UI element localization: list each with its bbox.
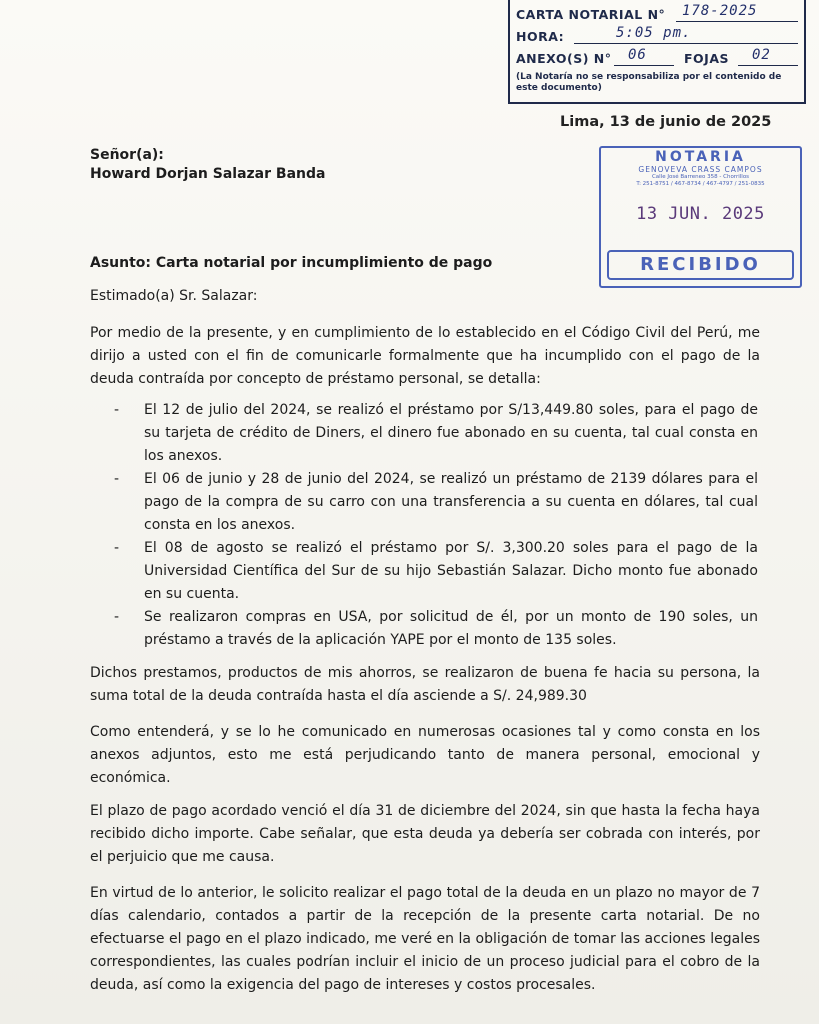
paragraph-total: Dichos prestamos, productos de mis ahorros, se realizaron de buena fe hacia su persona, la suma total de la deuda contraída hasta el día asciende a S/. 24,989.30 bbox=[90, 665, 760, 704]
list-item-text: Se realizaron compras en USA, por solicitud de él, por un monto de 190 soles, un préstamo a través de la aplicación YAPE por el monto de 135 soles. bbox=[144, 609, 758, 648]
bullet-dash: - bbox=[114, 540, 120, 556]
fojas-value: 02 bbox=[752, 47, 771, 63]
paragraph-demand: En virtud de lo anterior, le solicito realizar el pago total de la deuda en un plazo no mayor de 7 días calendario, contados a partir de la recepción de la presente carta notarial. De no efectuarse el pago en el plazo indicado, me veré en la obligación de tomar las acciones legales correspondientes, las cuales podrían incluir el inicio de un proceso judicial para el cobro de la deuda, así como la exigencia del pago de intereses y costos procesales. bbox=[90, 885, 760, 993]
list-item bbox=[114, 468, 758, 537]
salutation-label: Señor(a): bbox=[90, 147, 164, 163]
list-item bbox=[114, 537, 758, 606]
bullet-dash: - bbox=[114, 402, 120, 418]
anexos-value: 06 bbox=[628, 47, 647, 63]
bullet-dash: - bbox=[114, 609, 120, 625]
carta-number: 178-2025 bbox=[682, 3, 758, 19]
bullet-dash: - bbox=[114, 471, 120, 487]
carta-row bbox=[516, 4, 796, 26]
list-item-text: El 12 de julio del 2024, se realizó el préstamo por S/13,449.80 soles, para el pago de su tarjeta de crédito de Diners, el dinero fue abonado en su cuenta, tal cual consta en los anexos. bbox=[144, 402, 758, 464]
list-item-text: El 08 de agosto se realizó el préstamo por S/. 3,300.20 soles para el pago de la Universidad Científica del Sur de su hijo Sebastián Salazar. Dicho monto fue abonado en su cuenta. bbox=[144, 540, 758, 602]
letter-date: Lima, 13 de junio de 2025 bbox=[560, 114, 772, 130]
stamp-phones: T: 251-8751 / 467-8734 / 467-4797 / 251-0835 bbox=[636, 181, 765, 187]
anexos-label: ANEXO(S) N° bbox=[516, 51, 612, 66]
letter-greeting: Estimado(a) Sr. Salazar: bbox=[90, 288, 258, 304]
notary-header-box bbox=[508, 0, 806, 104]
anexos-row bbox=[516, 48, 796, 70]
recipient-name: Howard Dorjan Salazar Banda bbox=[90, 166, 326, 182]
fojas-label: FOJAS bbox=[684, 51, 729, 66]
list-item bbox=[114, 399, 758, 468]
stamp-date: 13 JUN. 2025 bbox=[636, 204, 765, 224]
hora-row bbox=[516, 26, 796, 48]
letter-subject: Asunto: Carta notarial por incumplimiento de pago bbox=[90, 255, 493, 271]
paragraph-deadline: El plazo de pago acordado venció el día 31 de diciembre del 2024, sin que hasta la fecha haya recibido dicho importe. Cabe señalar, que esta deuda ya debería ser cobrada con interés, por el perjuicio que me causa. bbox=[90, 803, 760, 865]
stamp-title: NOTARIA bbox=[655, 149, 746, 165]
hora-label: HORA: bbox=[516, 29, 565, 44]
list-item bbox=[114, 606, 758, 652]
stamp-address: Calle José Barreneo 358 - Chorrillos bbox=[651, 174, 750, 180]
stamp-notary-name: GENOVEVA CRASS CAMPOS bbox=[638, 165, 763, 174]
carta-label: CARTA NOTARIAL N° bbox=[516, 7, 666, 22]
list-item-text: El 06 de junio y 28 de junio del 2024, se realizó un préstamo de 2139 dólares para el pago de la compra de su carro con una transferencia a su cuenta en dólares, tal cual consta en los anexos. bbox=[144, 471, 758, 533]
notary-received-stamp bbox=[599, 146, 802, 288]
hora-value: 5:05 pm. bbox=[616, 25, 692, 41]
stamp-status: RECIBIDO bbox=[607, 250, 794, 280]
notary-disclaimer: (La Notaría no se responsabiliza por el contenido de este documento) bbox=[516, 72, 782, 93]
debt-detail-list bbox=[114, 399, 758, 652]
paragraph-intro: Por medio de la presente, y en cumplimiento de lo establecido en el Código Civil del Perú, me dirijo a usted con el fin de comunicarle formalmente que ha incumplido con el pago de la deuda contraída por concepto de préstamo personal, se detalla: bbox=[90, 325, 760, 387]
paragraph-harm: Como entenderá, y se lo he comunicado en numerosas ocasiones tal y como consta en los anexos adjuntos, esto me está perjudicando tanto de manera personal, emocional y económica. bbox=[90, 724, 760, 786]
